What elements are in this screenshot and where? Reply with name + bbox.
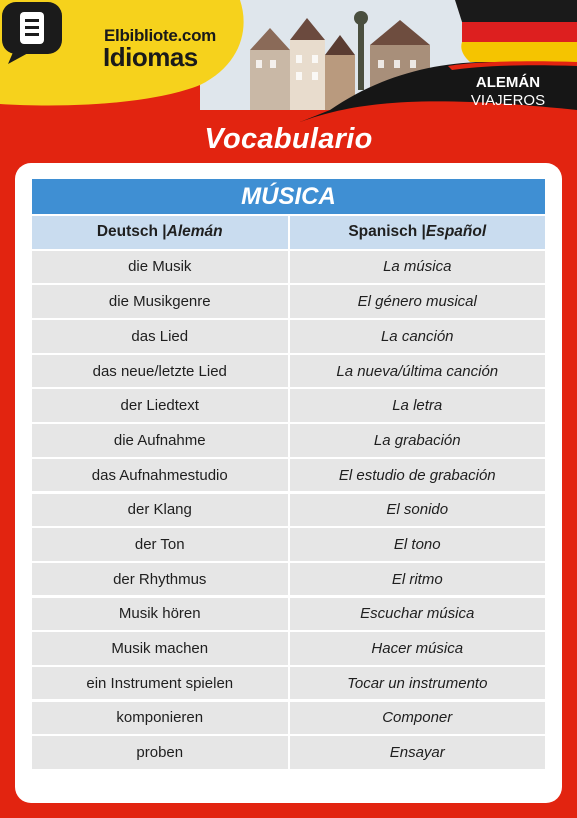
german-word: der Rhythmus xyxy=(32,563,288,596)
german-word: das Lied xyxy=(32,320,288,353)
brand-name: Idiomas xyxy=(103,42,198,72)
table-row xyxy=(32,389,545,422)
spanish-word: Componer xyxy=(290,702,546,735)
badge-language: ALEMÁN xyxy=(475,74,541,91)
german-word: Musik hören xyxy=(32,598,288,631)
spanish-word: La letra xyxy=(290,389,546,422)
table-body xyxy=(32,251,545,769)
german-word: das neue/letzte Lied xyxy=(32,355,288,388)
german-word: ein Instrument spielen xyxy=(32,667,288,700)
table-row xyxy=(32,424,545,457)
header-german-plain: Deutsch | xyxy=(96,223,167,241)
table-row xyxy=(32,251,545,284)
spanish-word: Escuchar música xyxy=(290,598,546,631)
spanish-word: Ensayar xyxy=(290,736,546,769)
header-german xyxy=(32,216,288,249)
german-word: komponieren xyxy=(32,702,288,735)
table-row xyxy=(32,355,545,388)
table-row xyxy=(32,736,545,769)
page-header xyxy=(0,0,577,122)
german-word: Musik machen xyxy=(32,632,288,665)
table-row xyxy=(32,563,545,596)
german-word: der Klang xyxy=(32,494,288,527)
table-row xyxy=(32,459,545,492)
vocabulary-table xyxy=(32,179,545,771)
spanish-word: La nueva/última canción xyxy=(290,355,546,388)
header-spanish-italic: Español xyxy=(425,223,487,241)
german-word: das Aufnahmestudio xyxy=(32,459,288,492)
vocabulary-card xyxy=(15,163,562,803)
brand-site: Elbibliote.com xyxy=(104,26,216,45)
spanish-word: La grabación xyxy=(290,424,546,457)
german-word: die Musikgenre xyxy=(32,285,288,318)
chat-book-logo-icon xyxy=(0,0,70,64)
table-row xyxy=(32,285,545,318)
language-badge xyxy=(448,74,568,110)
section-title: Vocabulario xyxy=(204,123,373,155)
table-header-row xyxy=(32,216,545,249)
table-row xyxy=(32,667,545,700)
header-spanish xyxy=(290,216,546,249)
german-word: die Aufnahme xyxy=(32,424,288,457)
german-word: proben xyxy=(32,736,288,769)
spanish-word: Tocar un instrumento xyxy=(290,667,546,700)
german-word: der Liedtext xyxy=(32,389,288,422)
spanish-word: El género musical xyxy=(290,285,546,318)
spanish-word: El tono xyxy=(290,528,546,561)
header-german-italic: Alemán xyxy=(166,223,223,241)
spanish-word: El estudio de grabación xyxy=(290,459,546,492)
spanish-word: El sonido xyxy=(290,494,546,527)
table-title: MÚSICA xyxy=(32,179,545,214)
table-row xyxy=(32,528,545,561)
spanish-word: La música xyxy=(290,251,546,284)
german-word: der Ton xyxy=(32,528,288,561)
table-row xyxy=(32,702,545,735)
table-row xyxy=(32,598,545,631)
spanish-word: Hacer música xyxy=(290,632,546,665)
table-row xyxy=(32,632,545,665)
header-spanish-plain: Spanisch | xyxy=(348,223,426,241)
spanish-word: La canción xyxy=(290,320,546,353)
germany-flag-icon xyxy=(455,0,577,62)
german-word: die Musik xyxy=(32,251,288,284)
spanish-word: El ritmo xyxy=(290,563,546,596)
table-row xyxy=(32,320,545,353)
table-row xyxy=(32,494,545,527)
badge-level: VIAJEROS xyxy=(470,92,546,109)
